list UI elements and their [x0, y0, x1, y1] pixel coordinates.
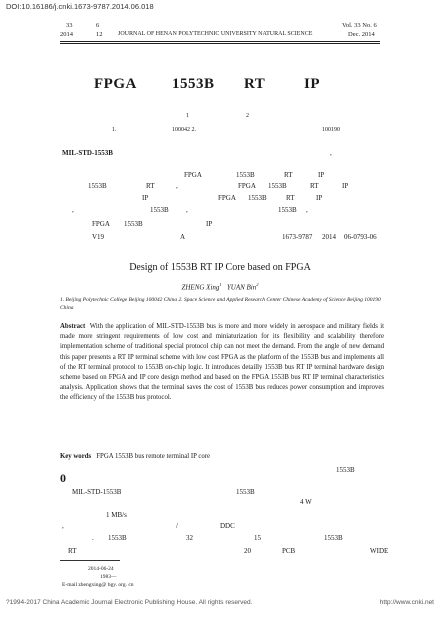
author-en-1-sup: 1: [219, 282, 222, 287]
abstract-cn-line1: MIL-STD-1553B: [62, 149, 113, 157]
english-authors: [0, 282, 440, 291]
author-cn-sup1: 1: [186, 113, 189, 119]
author-en-2: YUAN Bin: [226, 283, 257, 292]
abstract-cn-r4-2: 1553B: [248, 194, 267, 202]
english-affiliations: 1. Beijing Polytechnic College Beijing 100042 China 2. Space Science and Applied Research Center Chinese Academy of Science Beijing 100190 China: [60, 297, 381, 311]
classification-cn-2: 1673-9787: [282, 233, 313, 241]
sec0-r7a: RT: [68, 547, 77, 555]
abstract-cn-r2-3: IP: [318, 171, 325, 179]
sec0-r7c: PCB: [282, 547, 296, 555]
sec0-r6c: 32: [186, 534, 193, 542]
keyword-cn-2: IP: [206, 220, 213, 228]
abstract-cn-r3-0: 1553B: [88, 182, 107, 190]
sec0-r2b: 1553B: [236, 488, 255, 496]
keyword-cn-0: FPGA: [92, 220, 110, 228]
author-en-2-sup: 2: [256, 282, 259, 287]
english-title: Design of 1553B RT IP Core based on FPGA: [129, 262, 311, 273]
header-vol-num: 33: [66, 22, 73, 29]
keywords-text: FPGA 1553B bus remote terminal IP core: [96, 453, 211, 460]
footnote-birth: 1983—: [100, 574, 117, 580]
english-abstract: [60, 322, 384, 404]
abstract-cn-r5-0: ,: [72, 206, 74, 214]
sec0-r6a: .: [92, 534, 94, 542]
header-rule-thin: [60, 43, 380, 44]
sec0-r6b: 1553B: [108, 534, 127, 542]
classification-cn-4: 06-0793-06: [344, 233, 377, 241]
affil-cn-3: 100190: [322, 127, 340, 133]
sec0-r6e: 1553B: [324, 534, 343, 542]
abstract-cn-r5-1: 1553B: [150, 206, 169, 214]
copyright-notice: ?1994-2017 China Academic Journal Electronic Publishing House. All rights reserved.: [6, 599, 253, 606]
abstract-cn-r3-3: FPGA: [238, 182, 256, 190]
sec0-r6d: 15: [254, 534, 261, 542]
abstract-cn-r5-2: ,: [186, 206, 188, 214]
abstract-label: Abstract: [60, 323, 86, 330]
title-ip: IP: [304, 76, 320, 92]
keyword-cn-1: 1553B: [124, 220, 143, 228]
affil-cn-1: 1.: [112, 127, 117, 133]
abstract-cn-r5-4: ,: [306, 206, 308, 214]
abstract-cn-r2-0: FPGA: [184, 171, 202, 179]
abstract-cn-line1-comma: ,: [330, 149, 332, 157]
abstract-cn-r4-0: IP: [142, 194, 149, 202]
footnote-rule: [60, 560, 120, 561]
sec0-r7b: 20: [244, 547, 251, 555]
classification-cn-3: 2014: [322, 233, 336, 241]
author-cn-sup2: 2: [246, 113, 249, 119]
header-vol-label: Vol. 33 No. 6: [342, 22, 377, 29]
header-year: 2014: [60, 31, 73, 38]
header-date: Dec. 2014: [348, 31, 375, 38]
sec0-r2a: MIL-STD-1553B: [72, 488, 122, 496]
section-0-number: 0: [60, 471, 66, 485]
abstract-cn-r2-1: 1553B: [236, 171, 255, 179]
abstract-cn-r4-1: FPGA: [218, 194, 236, 202]
doi-line: DOI:10.16186/j.cnki.1673-9787.2014.06.018: [6, 2, 154, 11]
title-fpga: FPGA: [94, 76, 137, 92]
header-month: 12: [96, 31, 103, 38]
title-rt: RT: [244, 76, 266, 92]
sec0-r1: 1553B: [336, 466, 355, 474]
abstract-cn-r3-6: IP: [342, 182, 349, 190]
classification-cn-0: V19: [92, 233, 105, 241]
sec0-r3: 4 W: [300, 498, 312, 506]
abstract-cn-r3-2: ,: [176, 182, 178, 190]
sec0-r5c: DDC: [220, 522, 235, 530]
abstract-cn-r3-4: 1553B: [268, 182, 287, 190]
abstract-cn-r4-3: RT: [286, 194, 295, 202]
abstract-cn-r5-3: 1553B: [278, 206, 297, 214]
classification-cn-1: A: [180, 233, 186, 241]
abstract-cn-r4-4: IP: [316, 194, 323, 202]
footnote-email: E-mail zhengxing@ bgy. org. cn: [62, 582, 134, 588]
sec0-r7d: WIDE: [370, 547, 389, 555]
abstract-text: With the application of MIL-STD-1553B bus is more and more widely in aerospace and military fields it made more stringent requirements of low cost and miniaturization for its flexibility and scalability therefore implementation scheme of traditional special protocol chip can not meet the demand. From the angle of new demand this paper presents a RT IP terminal scheme with low cost FPGA as the platform of the 1553B bus and implements all of the RT terminal protocol to 1553B on-chip logic. It introduces detailly 1553B bus RT IP terminal hardware design scheme based on FPGA and IP core design method and based on the FPGA 1553B bus RT IP terminal characteristics analysis. Application shows that the terminal saves the cost of 1553B bus reduces power consumption and improves the efficiency of the 1553B bus protocol.: [60, 323, 384, 402]
header-journal: JOURNAL OF HENAN POLYTECHNIC UNIVERSITY NATURAL SCIENCE: [118, 31, 313, 37]
header-rule: [60, 41, 380, 42]
english-keywords: [60, 453, 210, 460]
sec0-r4: 1 MB/s: [106, 511, 127, 519]
sec0-r5b: /: [176, 522, 178, 530]
author-en-1: ZHENG Xing: [181, 283, 220, 292]
header-issue-num: 6: [96, 22, 100, 29]
title-1553b: 1553B: [172, 76, 215, 92]
cnki-link[interactable]: http://www.cnki.net: [379, 599, 434, 606]
keywords-label: Key words: [60, 453, 92, 460]
affil-cn-2: 100042 2.: [172, 127, 196, 133]
sec0-r5a: ,: [62, 522, 64, 530]
footnote-date: 2014-06-24: [88, 566, 114, 572]
abstract-cn-r2-2: RT: [284, 171, 293, 179]
abstract-cn-r3-5: RT: [310, 182, 319, 190]
abstract-cn-r3-1: RT: [146, 182, 155, 190]
